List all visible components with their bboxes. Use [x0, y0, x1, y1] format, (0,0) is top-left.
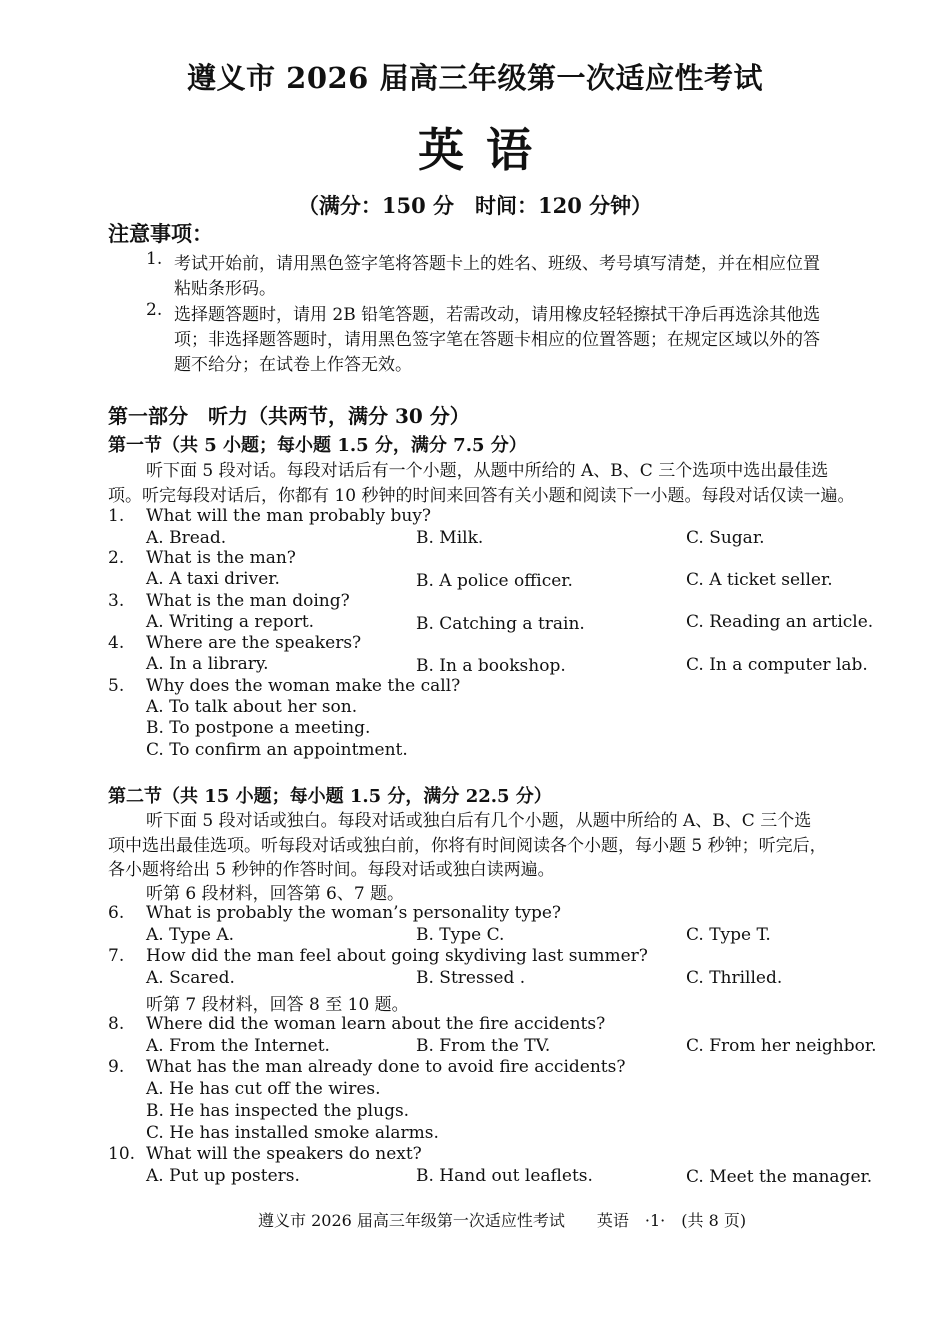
option-a: A. From the Internet.	[146, 1036, 330, 1056]
question-number: 6.	[108, 903, 125, 923]
option-b: B. He has inspected the plugs.	[146, 1101, 410, 1121]
option-b: B. A police officer.	[416, 571, 573, 591]
option-b: B. Catching a train.	[416, 614, 585, 634]
section2-instruction: 各小题将给出 5 秒钟的作答时间。每段对话或独白读两遍。	[108, 860, 555, 880]
option-b: B. In a bookshop.	[416, 656, 566, 676]
option-a: A. A taxi driver.	[146, 569, 280, 589]
section1-instruction: 听下面 5 段对话。每段对话后有一个小题，从题中所给的 A、B、C 三个选项中选出最佳选	[146, 461, 829, 481]
option-a: A. Put up posters.	[146, 1166, 300, 1186]
option-a: A. To talk about her son.	[146, 697, 358, 717]
option-c: C. In a computer lab.	[686, 655, 868, 675]
question-number: 1.	[108, 506, 125, 526]
option-a: A. Scared.	[146, 968, 235, 988]
option-b: B. To postpone a meeting.	[146, 718, 371, 738]
question-text: Where did the woman learn about the fire accidents?	[146, 1014, 606, 1034]
option-a: A. He has cut off the wires.	[146, 1079, 381, 1099]
page-footer: 遵义市 2026 届高三年级第一次适应性考试 英语 ·1· (共 8 页)	[258, 1211, 747, 1230]
option-c: C. To confirm an appointment.	[146, 740, 408, 760]
material-label: 听第 6 段材料，回答第 6、7 题。	[146, 884, 405, 904]
option-c: C. Reading an article.	[686, 612, 874, 632]
option-b: B. Type C.	[416, 925, 505, 945]
note-number: 1.	[146, 249, 163, 269]
question-number: 2.	[108, 548, 125, 568]
option-c: C. He has installed smoke alarms.	[146, 1123, 439, 1143]
question-number: 8.	[108, 1014, 125, 1034]
option-c: C. A ticket seller.	[686, 570, 833, 590]
question-number: 5.	[108, 676, 125, 696]
option-a: A. Type A.	[146, 925, 235, 945]
note-line: 考试开始前，请用黑色签字笔将答题卡上的姓名、班级、考号填写清楚，并在相应位置	[174, 254, 820, 274]
note-line: 项；非选择题答题时，请用黑色签字笔在答题卡相应的位置答题；在规定区域以外的答	[174, 330, 820, 350]
question-text: What will the speakers do next?	[146, 1144, 422, 1164]
option-c: C. Thrilled.	[686, 968, 783, 988]
note-line: 题不给分；在试卷上作答无效。	[174, 355, 412, 375]
question-number: 10.	[108, 1144, 136, 1164]
option-c: C. Sugar.	[686, 528, 765, 548]
option-b: B. From the TV.	[416, 1036, 551, 1056]
option-b: B. Stressed .	[416, 968, 526, 988]
note-line: 粘贴条形码。	[174, 279, 276, 299]
question-text: What will the man probably buy?	[146, 506, 432, 526]
exam-title: 遵义市 2026 届高三年级第一次适应性考试	[187, 61, 763, 95]
section2-instruction: 项中选出最佳选项。听每段对话或独白前，你将有时间阅读各个小题，每小题 5 秒钟；听完后，	[108, 836, 827, 856]
question-text: Why does the woman make the call?	[146, 676, 461, 696]
question-text: Where are the speakers?	[146, 633, 362, 653]
question-text: What is the man?	[146, 548, 296, 568]
option-b: B. Milk.	[416, 528, 484, 548]
note-line: 选择题答题时，请用 2B 铅笔答题，若需改动，请用橡皮轻轻擦拭干净后再选涂其他选	[174, 305, 821, 325]
section2-title: 第二节（共 15 小题；每小题 1.5 分，满分 22.5 分）	[108, 786, 552, 807]
option-c: C. Meet the manager.	[686, 1167, 873, 1187]
section1-instruction: 项。听完每段对话后，你都有 10 秒钟的时间来回答有关小题和阅读下一小题。每段对话仅读一遍。	[108, 486, 855, 506]
subject-title: 英语	[418, 123, 554, 177]
option-b: B. Hand out leaflets.	[416, 1166, 593, 1186]
question-number: 4.	[108, 633, 125, 653]
question-number: 3.	[108, 591, 125, 611]
material-label: 听第 7 段材料，回答 8 至 10 题。	[146, 995, 409, 1015]
question-number: 7.	[108, 946, 125, 966]
question-text: What has the man already done to avoid fire accidents?	[146, 1057, 626, 1077]
part1-title: 第一部分 听力（共两节，满分 30 分）	[108, 404, 470, 428]
question-text: What is the man doing?	[146, 591, 350, 611]
score-time-info: （满分：150 分 时间：120 分钟）	[297, 193, 653, 218]
option-c: C. From her neighbor.	[686, 1036, 877, 1056]
question-number: 9.	[108, 1057, 125, 1077]
option-a: A. In a library.	[146, 654, 269, 674]
option-c: C. Type T.	[686, 925, 771, 945]
option-a: A. Bread.	[146, 528, 227, 548]
notes-title: 注意事项：	[108, 221, 213, 246]
question-text: What is probably the woman’s personality type?	[146, 903, 562, 923]
section1-title: 第一节（共 5 小题；每小题 1.5 分，满分 7.5 分）	[108, 435, 527, 456]
question-text: How did the man feel about going skydiving last summer?	[146, 946, 648, 966]
section2-instruction: 听下面 5 段对话或独白。每段对话或独白后有几个小题，从题中所给的 A、B、C 三个选	[146, 811, 812, 831]
note-number: 2.	[146, 300, 163, 320]
option-a: A. Writing a report.	[146, 612, 315, 632]
